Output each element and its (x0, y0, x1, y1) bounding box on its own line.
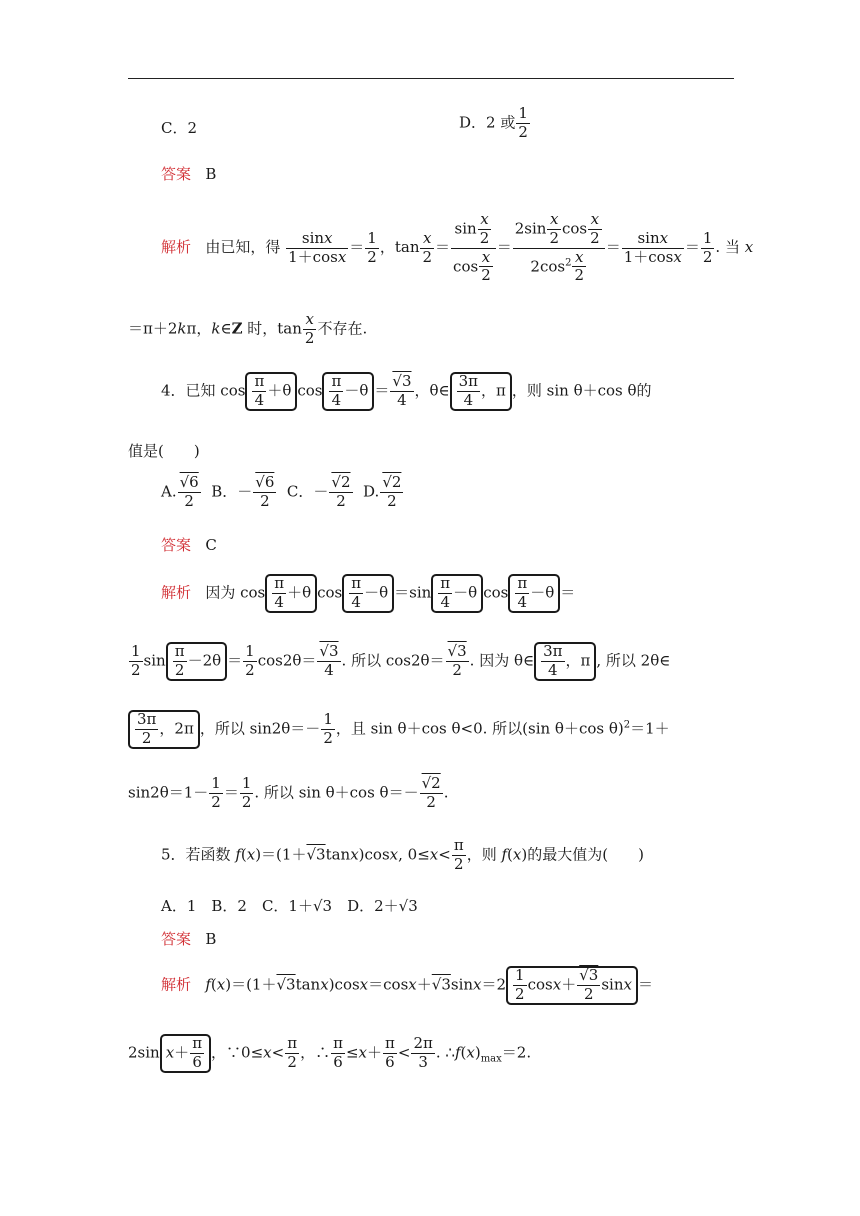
q4-options: A. $\frac{√6}{2}$ B．－ $\frac{√6}{2}$ C．－ $\frac{√2}{2}$ D. $\frac{√2}{2}$ (161, 473, 402, 510)
header-rule (128, 78, 734, 79)
q5-options: A．1 B．2 C．1＋√3 D．2＋√3 (161, 897, 418, 915)
analysis-q5-line2: 2sin x＋ $\frac{\pi}{6}$ ，∵0≤x< $\frac{\pi}{2}$ ，∴ $\frac{\pi}{6}$ ≤x＋ $\frac{\pi}{6}$ < $\frac{2\pi}{3}$ . $\therefore f(x)_{max}=2$. (128, 1034, 532, 1071)
option-d: D．2 或 $\frac{1}{2}$ (459, 104, 528, 141)
option-c: C．2 (161, 119, 198, 137)
analysis-q3-line1: 解析 由已知，得 $\frac{\sin x}{1+\cos x}$ ＝ $\frac{1}{2}$ ，tan $\frac{x}{2}$ ＝ sin $\frac{x}{2}$ cos $\frac{x}{2}$ ＝ 2sin $\frac{x}{2}$ cos $\frac{x}{2}$ $2\cos^2$ $\frac{x}{2}$ ＝ $\frac{\sin x}{1+\cos x}$ ＝ $\frac{1}{2}$ . 当 x (161, 210, 754, 285)
analysis-q4-line1: 解析 因为 cos $\frac{\pi}{4}$ ＋θ cos $\frac{\pi}{4}$ －θ ＝sin $\frac{\pi}{4}$ －θ cos $\frac{\pi}{4}$ －θ ＝ (161, 574, 576, 611)
answer-q4: 答案 C (161, 536, 217, 554)
q4-stem-line2: 值是( ) (128, 442, 200, 460)
answer-q5: 答案 B (161, 930, 217, 948)
answer-q3: 答案 B (161, 165, 217, 183)
analysis-q3-line2: ＝π＋2kπ，k∈Z 时，tan $\frac{x}{2}$ 不存在. (128, 310, 368, 347)
q5-stem: 5．若函数 f(x)＝(1＋√3tanx)cosx, 0≤x< $\frac{\pi}{2}$ ，则 f(x)的最大值为( ) (161, 836, 644, 873)
analysis-q4-line3: $\frac{3\pi}{2}$ ，2π ，所以 sin2θ＝－ $\frac{1}{2}$ ，且 sin θ＋cos θ<0. 所以(sin θ＋cos θ)$^2$＝1＋ (128, 710, 670, 749)
analysis-q5-line1: 解析 f(x)＝(1＋√3tanx)cosx＝cosx＋√3sinx＝2 $\frac{1}{2}$ cosx＋ $\frac{√3}{2}$ sinx ＝ (161, 966, 653, 1003)
q4-stem-line1: 4．已知 cos $\frac{\pi}{4}$ ＋θ cos $\frac{\pi}{4}$ －θ ＝ $\frac{√3}{4}$ ，θ∈ $\frac{3\pi}{4}$ ，π ，则 sin θ＋cos θ的 (161, 372, 652, 409)
analysis-q4-line4: sin2θ＝1－ $\frac{1}{2}$ ＝ $\frac{1}{2}$ . 所以 sin θ＋cos θ＝－ $\frac{√2}{2}$ . (128, 774, 449, 811)
analysis-q4-line2: $\frac{1}{2}$ sin $\frac{\pi}{2}$ －2θ ＝ $\frac{1}{2}$ cos2θ＝ $\frac{√3}{4}$ . 所以 cos2θ＝ $\frac{√3}{2}$ . 因为 θ∈ $\frac{3\pi}{4}$ ，π , 所以 2θ∈ (131, 642, 671, 679)
